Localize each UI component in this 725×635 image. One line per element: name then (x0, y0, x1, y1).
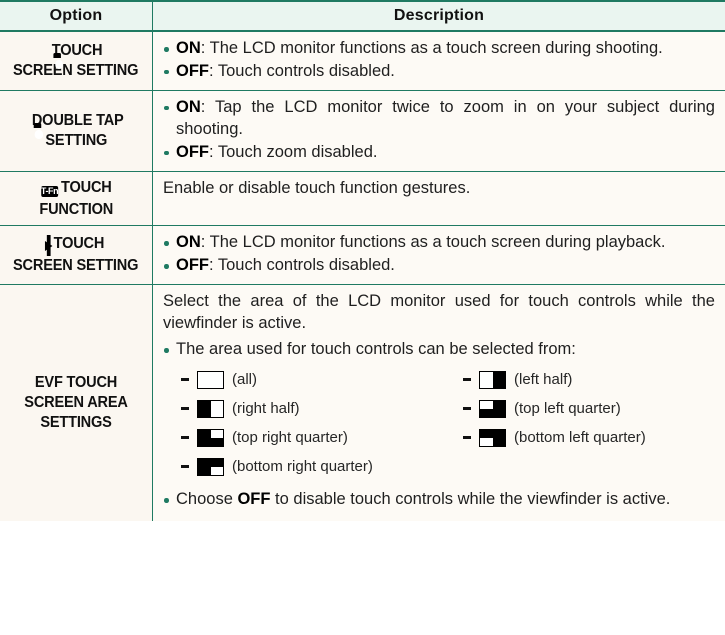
option-cell-evf-touch-screen-area-settings (0, 285, 153, 521)
area-swatch-right-half-icon (197, 400, 224, 418)
area-option-label: (top right quarter) (232, 429, 348, 447)
description-cell (153, 226, 725, 284)
evf-area-option-top-left-quarter[interactable] (463, 394, 723, 423)
option-cell-double-tap-setting (0, 91, 153, 171)
table-row (0, 226, 725, 285)
playback-icon (47, 236, 51, 256)
evf-area-option-left-half[interactable] (463, 365, 723, 394)
option-label-line1: DOUBLE TAP (31, 111, 124, 129)
bullet-item (163, 255, 715, 277)
area-swatch-top-right-quarter-icon (197, 429, 224, 447)
bullet-item (163, 97, 715, 141)
bullet-keyword: ON (176, 39, 201, 57)
evf-intro-text: Select the area of the LCD monitor used for touch controls while the viewfinder is active. (163, 292, 715, 333)
area-option-label: (all) (232, 371, 257, 389)
dash-icon (463, 407, 471, 410)
bullet-keyword: ON (176, 233, 201, 252)
option-label (24, 373, 127, 433)
option-label-line2: SCREEN SETTING (13, 257, 139, 275)
evf-area-option-bottom-right-quarter[interactable] (181, 452, 463, 481)
dash-icon (181, 465, 189, 468)
option-label (13, 41, 138, 81)
bullet-list (163, 232, 715, 277)
option-label-line1: TOUCH (53, 235, 105, 253)
dash-icon (181, 436, 189, 439)
header-label-option: Option (49, 7, 103, 24)
area-swatch-bottom-left-quarter-icon (479, 429, 506, 447)
area-option-label: (bottom left quarter) (514, 429, 646, 447)
dash-icon (463, 378, 471, 381)
area-option-label: (bottom right quarter) (232, 458, 373, 476)
option-label-line2: SCREEN AREA (24, 394, 128, 412)
description-cell (153, 32, 725, 90)
area-option-label: (right half) (232, 400, 300, 418)
evf-area-bullet: The area used for touch controls can be selected from: (163, 339, 715, 361)
table-row (0, 285, 725, 521)
bullet-keyword: OFF (176, 256, 209, 275)
table-row (0, 172, 725, 227)
area-swatch-top-left-quarter-icon (479, 400, 506, 418)
option-label-line1: EVF TOUCH (34, 373, 118, 391)
evf-area-option-top-right-quarter[interactable] (181, 423, 463, 452)
option-cell-playback-touch-screen-setting (0, 226, 153, 284)
option-label-line2: FUNCTION (39, 200, 113, 218)
bullet-list (163, 38, 715, 83)
option-cell-touch-function (0, 172, 153, 226)
option-label-line2: SETTING (45, 131, 107, 149)
description-text: Enable or disable touch function gestures. (163, 178, 471, 197)
evf-off-post: to disable touch controls while the viewfinder is active. (270, 490, 671, 509)
option-label (29, 111, 124, 151)
table-header-row (0, 2, 725, 32)
evf-area-options-right (463, 365, 723, 481)
bullet-text: : Touch controls disabled. (209, 61, 395, 80)
t-fn-icon-text: T-Fn (40, 185, 58, 197)
table-row (0, 91, 725, 172)
description-cell (153, 285, 725, 521)
option-label-line3: SETTINGS (40, 414, 112, 432)
bullet-item (163, 142, 715, 164)
header-cell-description (153, 2, 725, 30)
bullet-text: : The LCD monitor functions as a touch screen during shooting. (200, 39, 663, 57)
area-swatch-bottom-right-quarter-icon (197, 458, 224, 476)
option-label-line1: TOUCH (60, 178, 112, 196)
evf-area-option-columns (163, 365, 715, 481)
area-swatch-left-half-icon (479, 371, 506, 389)
bullet-keyword: ON (176, 97, 201, 116)
dash-icon (181, 407, 189, 410)
evf-area-option-all[interactable] (181, 365, 463, 394)
bullet-text: : Tap the LCD monitor twice to zoom in on your subject during shooting. (176, 97, 715, 138)
area-option-label: (top left quarter) (514, 400, 621, 418)
evf-area-options-left (181, 365, 463, 481)
description-cell (153, 172, 725, 226)
evf-area-option-bottom-left-quarter[interactable] (463, 423, 723, 452)
option-cell-touch-screen-setting (0, 32, 153, 90)
dash-icon (181, 378, 189, 381)
option-label-line2: SCREEN SETTING (13, 61, 139, 79)
bullet-item (163, 38, 715, 60)
t-fn-icon (41, 180, 58, 200)
bullet-text: : Touch controls disabled. (209, 256, 395, 275)
area-swatch-all-icon (197, 371, 224, 389)
bullet-keyword: OFF (176, 61, 209, 80)
evf-off-bullet (163, 489, 715, 511)
option-label-line1: TOUCH (52, 42, 103, 60)
bullet-text: : Touch zoom disabled. (209, 142, 378, 161)
evf-area-option-right-half[interactable] (181, 394, 463, 423)
description-cell (153, 91, 725, 171)
bullet-keyword: OFF (176, 142, 209, 161)
bullet-list (163, 97, 715, 164)
bullet-item (163, 61, 715, 83)
table-row (0, 32, 725, 91)
evf-off-keyword: OFF (237, 490, 271, 509)
dash-icon (463, 436, 471, 439)
evf-off-pre: Choose (176, 490, 238, 509)
area-option-label: (left half) (514, 371, 573, 389)
header-cell-option (0, 2, 153, 30)
bullet-item (163, 232, 715, 254)
option-label (13, 234, 138, 276)
header-label-description: Description (393, 7, 485, 24)
option-label (39, 178, 113, 220)
bullet-text: : The LCD monitor functions as a touch screen during playback. (200, 233, 666, 252)
